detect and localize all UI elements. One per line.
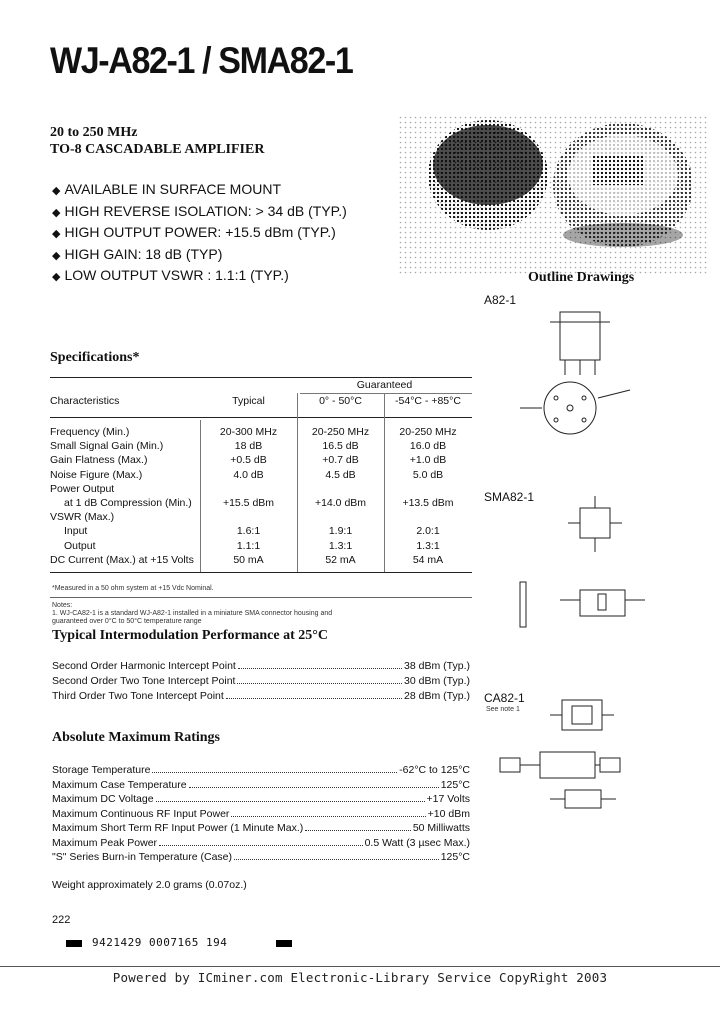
rating-row: Storage Temperature -62°C to 125°C [52,764,470,776]
table-row: Power Output [50,482,115,495]
footer-copyright: Powered by ICminer.com Electronic-Library Service CopyRight 2003 [112,970,608,985]
drawing-label-ca82: CA82-1 [484,691,525,705]
feature-item: ◆ HIGH GAIN: 18 dB (TYP) [52,245,347,267]
datasheet-subtitle [50,124,264,158]
specifications-table [50,378,472,567]
spec-footnote: *Measured in a 50 ohm system at +15 Vdc Nominal. [52,585,214,592]
footer-divider [0,966,720,967]
weight-note: Weight approximately 2.0 grams (0.07oz.) [52,879,247,891]
intermod-row: Third Order Two Tone Intercept Point 28 dBm (Typ.) [52,690,470,702]
see-note: See note 1 [486,706,520,713]
table-row: Input 1.6:1 1.9:1 2.0:1 [64,525,440,538]
intermod-row: Second Order Two Tone Intercept Point 30 dBm (Typ.) [52,675,470,687]
rating-row: Maximum Continuous RF Input Power +10 dBm [52,807,470,820]
ratings-title: Absolute Maximum Ratings [52,730,221,745]
outline-drawings [480,290,715,810]
rating-row: Maximum Short Term RF Input Power (1 Minute Max.) 50 Milliwatts [52,822,470,834]
page-number: 222 [52,914,71,926]
feature-item: ◆ LOW OUTPUT VSWR : 1.1:1 (TYP.) [52,266,347,288]
frequency-range: 20 to 250 MHz [50,125,138,140]
spec-bottom-rule [50,572,472,573]
drawing-label-sma82: SMA82-1 [484,490,535,504]
table-row: Small Signal Gain (Min.) 18 dB 16.5 dB 16.0 dB [50,440,447,453]
note-1-cont: guaranteed over 0°C to 50°C temperature range [52,618,202,625]
outline-drawings-title: Outline Drawings [528,270,635,285]
rating-row: "S" Series Burn-in Temperature (Case) 125°C [52,851,470,863]
rating-row: Maximum Case Temperature 125°C [52,778,470,791]
intermod-title: Typical Intermodulation Performance at 25°C [52,628,328,643]
notes-title: Notes: [52,602,73,609]
table-row: Output 1.1:1 1.3:1 1.3:1 [64,539,440,552]
feature-item: ◆ HIGH REVERSE ISOLATION: > 34 dB (TYP.) [52,202,347,224]
barcode-mark-right [276,940,292,947]
datasheet-title: WJ-A82-1 / SMA82-1 [50,40,353,81]
feature-list [52,180,347,288]
barcode-mark-left [66,940,82,947]
table-row: DC Current (Max.) at +15 Volts 50 mA 52 mA 54 mA [50,553,444,566]
feature-item: ◆ AVAILABLE IN SURFACE MOUNT [52,180,347,202]
table-row: Noise Figure (Max.) 4.0 dB 4.5 dB 5.0 dB [50,468,444,481]
table-row: Gain Flatness (Max.) +0.5 dB +0.7 dB +1.0 dB [50,454,447,467]
specifications-title: Specifications* [50,350,140,365]
feature-item: ◆ HIGH OUTPUT POWER: +15.5 dBm (TYP.) [52,223,347,245]
intermod-row: Second Order Harmonic Intercept Point 38 dBm (Typ.) [52,660,470,672]
product-type: TO-8 CASCADABLE AMPLIFIER [50,142,265,157]
table-row: Frequency (Min.) 20-300 MHz 20-250 MHz 20-250 MHz [50,426,457,438]
characteristics-header: Characteristics [50,394,120,407]
range-header-2: -54°C - +85°C [395,394,461,407]
rating-row: Maximum Peak Power 0.5 Watt (3 µsec Max.) [52,836,470,849]
rating-row: Maximum DC Voltage +17 Volts [52,793,470,805]
drawing-label-a82: A82-1 [484,293,517,307]
footnote-rule [50,597,472,598]
table-row: VSWR (Max.) [50,511,115,524]
typical-header: Typical [232,394,265,407]
table-row: at 1 dB Compression (Min.) +15.5 dBm +14.0 dBm +13.5 dBm [64,497,454,510]
note-1: 1. WJ-CA82-1 is a standard WJ-A82-1 installed in a miniature SMA connector housing and [52,610,333,617]
guaranteed-header: Guaranteed [356,379,413,392]
barcode-text: 9421429 0007165 194 [92,936,228,949]
range-header-1: 0° - 50°C [319,394,362,407]
product-photo [388,95,718,285]
